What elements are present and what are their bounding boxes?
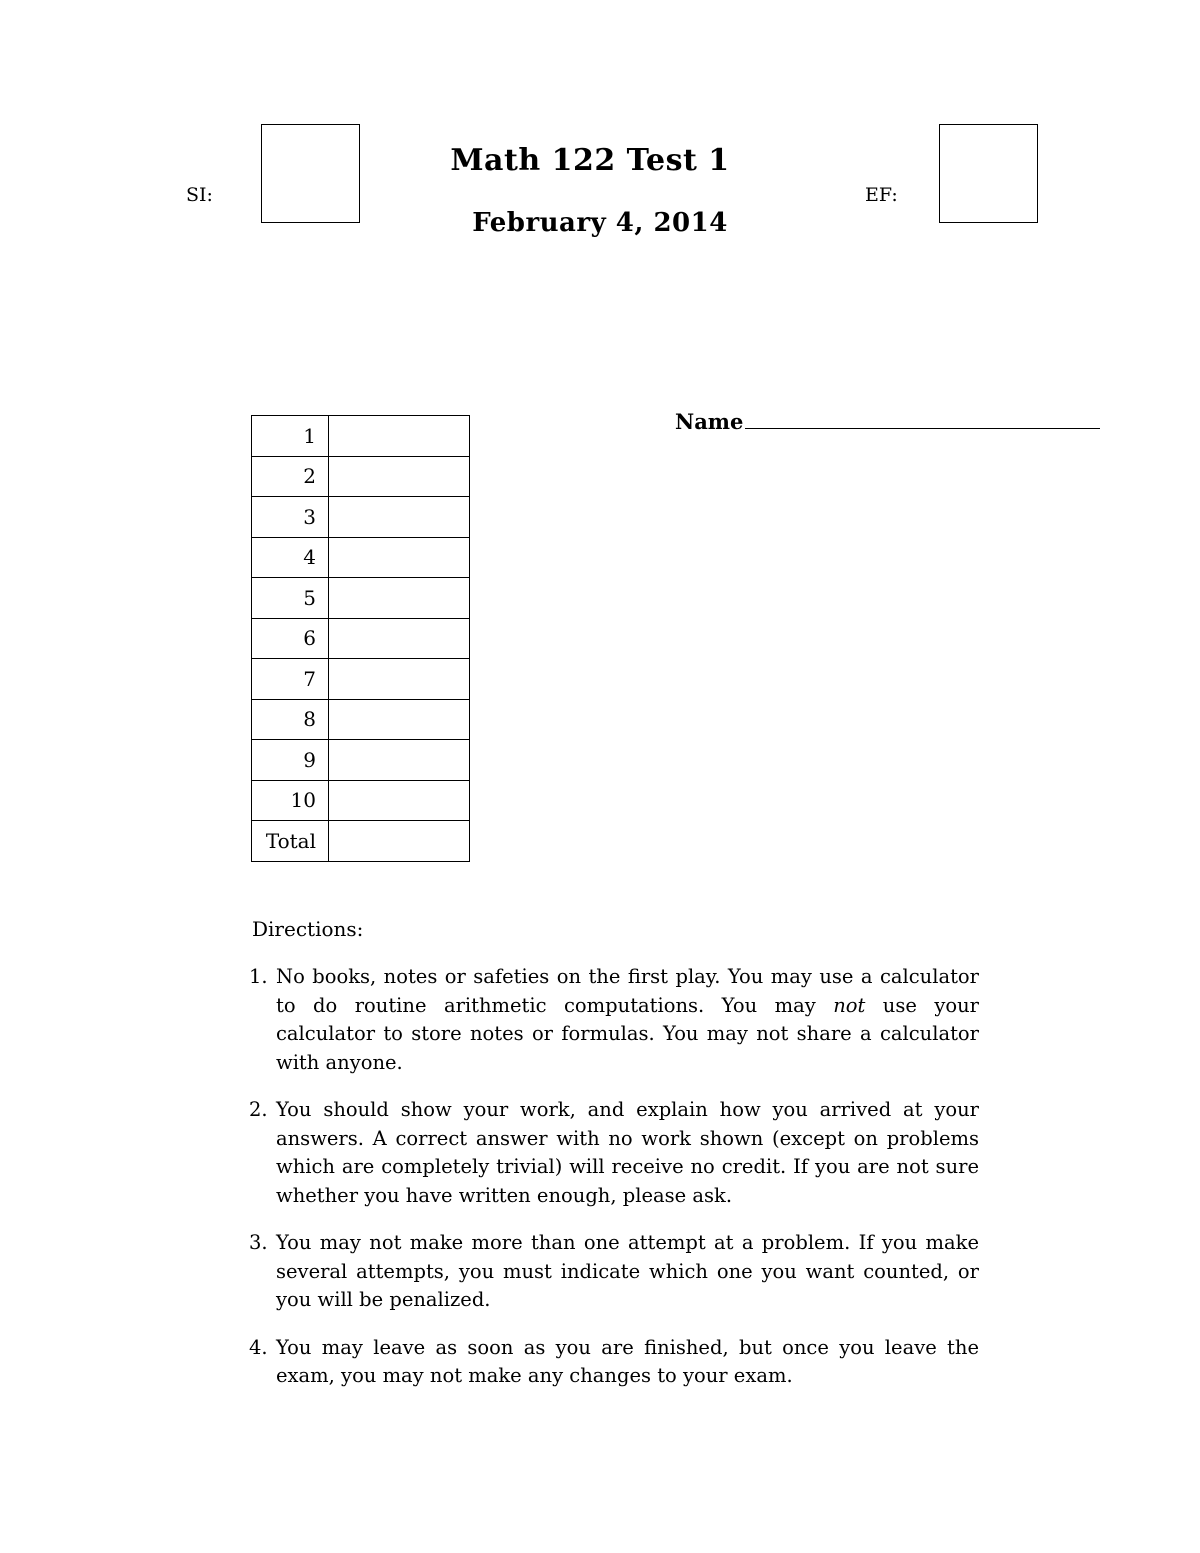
grade-table (251, 415, 470, 862)
grade-row-label: 7 (252, 659, 329, 700)
grade-score-cell[interactable] (329, 659, 470, 700)
grade-score-cell[interactable] (329, 780, 470, 821)
direction-number: 1. (249, 965, 268, 988)
grade-row (252, 821, 470, 862)
grade-row (252, 497, 470, 538)
direction-emphasis: not (833, 993, 866, 1017)
grade-row-label: 10 (252, 780, 329, 821)
grade-score-cell[interactable] (329, 416, 470, 457)
si-score-box[interactable] (261, 124, 360, 223)
grade-row-label: 4 (252, 537, 329, 578)
exam-date: February 4, 2014 (472, 208, 728, 238)
direction-item-2 (249, 1096, 979, 1210)
ef-score-box[interactable] (939, 124, 1038, 223)
grade-row (252, 578, 470, 619)
directions-list (249, 963, 979, 1410)
ef-label: EF: (865, 184, 898, 206)
direction-text: use your calculator to store notes or formulas. You may not share a calculator with anyone. (276, 993, 979, 1074)
grade-row-label: 2 (252, 456, 329, 497)
grade-row (252, 659, 470, 700)
direction-number: 4. (249, 1335, 268, 1359)
direction-text: You should show your work, and explain how you arrived at your answers. A correct answer with no work shown (except on problems which are completely trivial) will receive no credit. If you are not sure whether you have written enough, please ask. (276, 1098, 979, 1207)
grade-row-label: Total (252, 821, 329, 862)
direction-item-1 (249, 963, 979, 1077)
name-input-line[interactable] (745, 428, 1100, 429)
exam-title: Math 122 Test 1 (450, 143, 730, 178)
grade-score-cell[interactable] (329, 578, 470, 619)
grade-score-cell[interactable] (329, 497, 470, 538)
directions-heading: Directions: (252, 917, 364, 941)
grade-row (252, 416, 470, 457)
grade-score-cell[interactable] (329, 821, 470, 862)
grade-row-label: 9 (252, 740, 329, 781)
direction-number: 2. (249, 1098, 268, 1121)
name-label: Name (675, 409, 744, 434)
grade-row (252, 780, 470, 821)
grade-row (252, 618, 470, 659)
direction-text: You may not make more than one attempt at a problem. If you make several attempts, you must indicate which one you want counted, or you will be penalized. (276, 1231, 979, 1311)
grade-row-label: 8 (252, 699, 329, 740)
grade-row-label: 3 (252, 497, 329, 538)
grade-row (252, 740, 470, 781)
grade-row (252, 456, 470, 497)
direction-item-3 (249, 1229, 979, 1315)
grade-row-label: 6 (252, 618, 329, 659)
direction-item-4 (249, 1334, 979, 1391)
direction-number: 3. (249, 1231, 268, 1254)
grade-row (252, 699, 470, 740)
grade-score-cell[interactable] (329, 618, 470, 659)
si-label: SI: (186, 184, 213, 206)
direction-text: You may leave as soon as you are finished, but once you leave the exam, you may not make any changes to your exam. (276, 1335, 979, 1387)
grade-row-label: 1 (252, 416, 329, 457)
direction-text: No books, notes or safeties on the first play. You may use a calculator to do routine arithmetic computations. You may (276, 965, 979, 1017)
grade-score-cell[interactable] (329, 740, 470, 781)
grade-row (252, 537, 470, 578)
grade-score-cell[interactable] (329, 456, 470, 497)
grade-score-cell[interactable] (329, 537, 470, 578)
grade-score-cell[interactable] (329, 699, 470, 740)
grade-row-label: 5 (252, 578, 329, 619)
